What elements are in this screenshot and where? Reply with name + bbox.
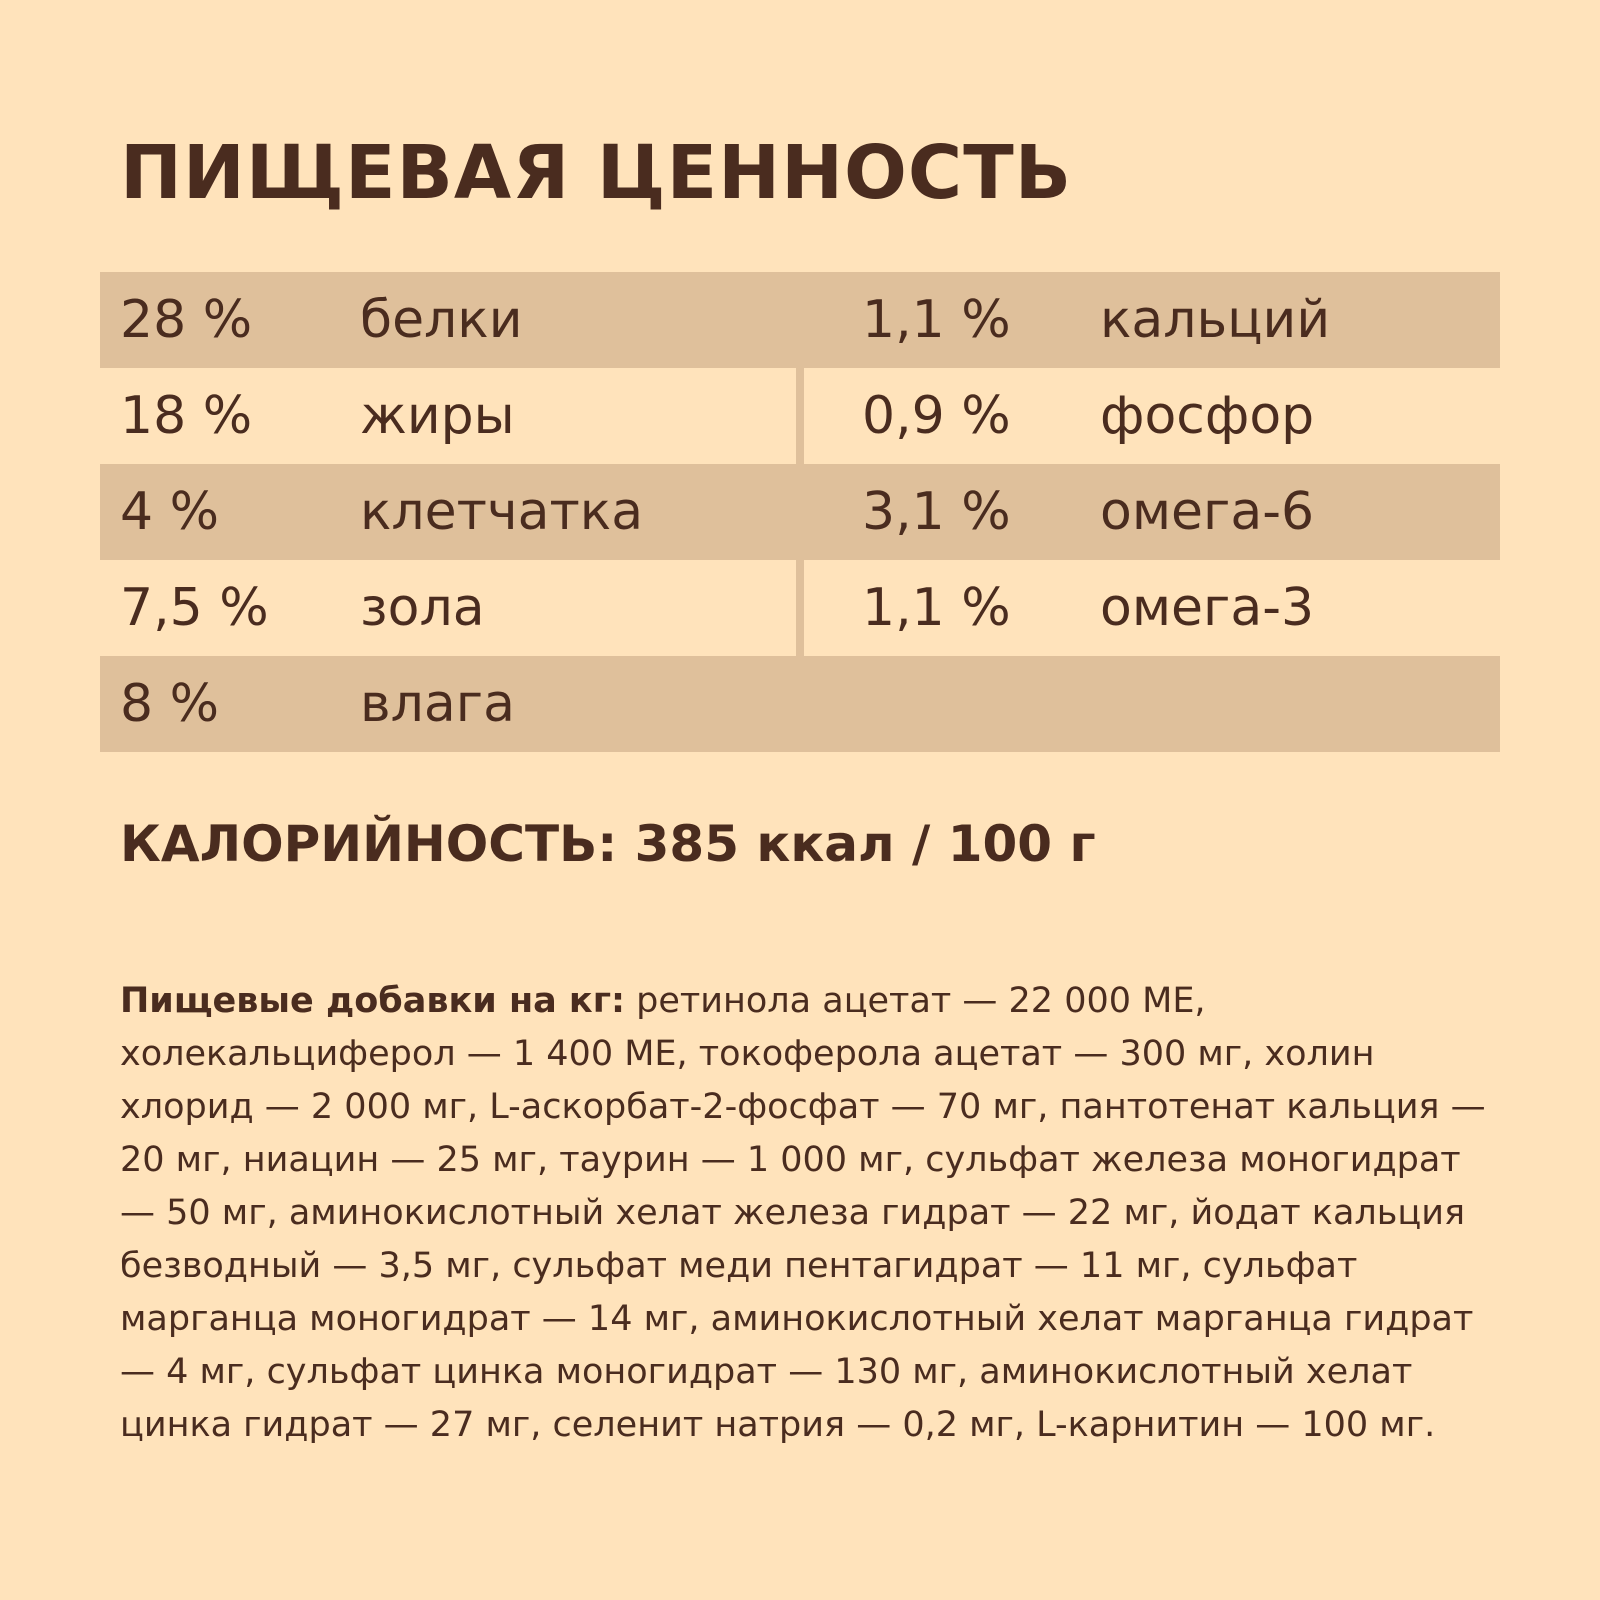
nutrient-value: 7,5 % [120,578,269,638]
table-row [100,368,1500,464]
nutrient-name: омега-6 [1100,482,1315,542]
nutrient-value: 28 % [120,290,253,350]
nutrient-value: 0,9 % [862,386,1011,446]
nutrient-name: жиры [360,386,515,446]
page-title: ПИЩЕВАЯ ЦЕННОСТЬ [120,130,1073,216]
nutrient-name: белки [360,290,523,350]
table-row [100,656,1500,752]
calories-label: КАЛОРИЙНОСТЬ: [120,815,618,873]
nutrient-name: зола [360,578,485,638]
nutrient-name: клетчатка [360,482,644,542]
calories-line [120,812,1096,876]
additives-paragraph [120,975,1490,1452]
nutrient-value: 3,1 % [862,482,1011,542]
additives-text: ретинола ацетат — 22 000 МЕ, холекальциферол — 1 400 МЕ, токоферола ацетат — 300 мг, холин хлорид — 2 000 мг, L-аскорбат-2-фосфат — 70 мг, пантотенат кальция — 20 мг, ниацин — 25 мг, таурин — 1 000 мг, сульфат железа моногидрат — 50 мг, аминокислотный хелат железа гидрат — 22 мг, йодат кальция безводный — 3,5 мг, сульфат меди пентагидрат — 11 мг, сульфат марганца моногидрат — 14 мг, аминокислотный хелат марганца гидрат — 4 мг, сульфат цинка моногидрат — 130 мг, аминокислотный хелат цинка гидрат — 27 мг, селенит натрия — 0,2 мг, L-карнитин — 100 мг. [120,981,1486,1445]
additives-label: Пищевые добавки на кг: [120,981,625,1021]
table-row [100,272,1500,368]
table-row [100,560,1500,656]
nutrient-value: 4 % [120,482,220,542]
calories-value: 385 ккал / 100 г [634,815,1096,873]
nutrient-name: кальций [1100,290,1331,350]
nutrition-table [100,272,1500,752]
nutrient-name: фосфор [1100,386,1315,446]
nutrient-value: 1,1 % [862,290,1011,350]
nutrient-name: омега-3 [1100,578,1315,638]
nutrient-value: 18 % [120,386,253,446]
nutrient-value: 1,1 % [862,578,1011,638]
nutrient-name: влага [360,674,515,734]
table-row [100,464,1500,560]
nutrient-value: 8 % [120,674,220,734]
